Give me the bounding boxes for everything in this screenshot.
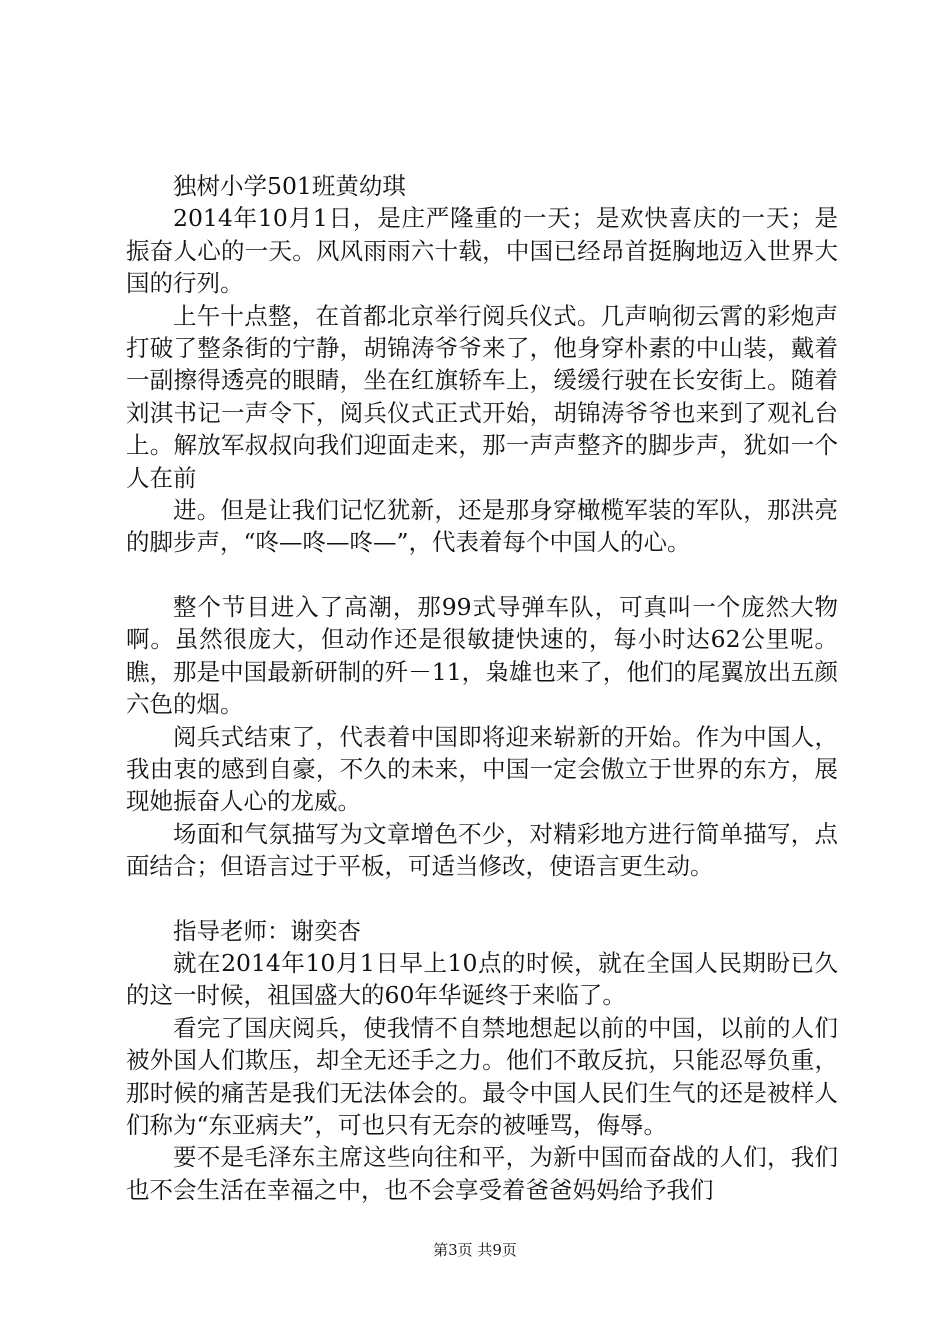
paragraph: 2014年10月1日，是庄严隆重的一天；是欢快喜庆的一天；是振奋人心的一天。风风雨雨六十载，中国已经昂首挺胸地迈入世界大国的行列。: [126, 204, 838, 298]
paragraph: 看完了国庆阅兵，使我情不自禁地想起以前的中国，以前的人们被外国人们欺压，却全无还手之力。他们不敢反抗，只能忍辱负重，那时候的痛苦是我们无法体会的。最令中国人民们生气的还是被样人们称为“东亚病夫”，可也只有无奈的被唾骂，侮辱。: [126, 1013, 838, 1139]
paragraph: 上午十点整，在首都北京举行阅兵仪式。几声响彻云霄的彩炮声打破了整条街的宁静，胡锦涛爷爷来了，他身穿朴素的中山装，戴着一副擦得透亮的眼睛，坐在红旗轿车上，缓缓行驶在长安街上。随着刘淇书记一声令下，阅兵仪式正式开始，胡锦涛爷爷也来到了观礼台上。解放军叔叔向我们迎面走来，那一声声整齐的脚步声，犹如一个人在前: [126, 301, 838, 492]
teacher-line: 指导老师：谢奕杏: [173, 916, 361, 945]
paragraph: 进。但是让我们记忆犹新，还是那身穿橄榄军装的军队，那洪亮的脚步声，“咚—咚—咚—”，代表着每个中国人的心。: [126, 496, 838, 557]
paragraph: 要不是毛泽东主席这些向往和平，为新中国而奋战的人们，我们也不会生活在幸福之中，也不会享受着爸爸妈妈给予我们: [126, 1143, 838, 1204]
teacher-comment: 场面和气氛描写为文章增色不少，对精彩地方进行简单描写，点面结合；但语言过于平板，可适当修改，使语言更生动。: [126, 819, 838, 881]
section-spacer: [126, 883, 838, 915]
document-body: [126, 170, 838, 1206]
paragraph: 阅兵式结束了，代表着中国即将迎来崭新的开始。作为中国人，我由衷的感到自豪，不久的未来，中国一定会傲立于世界的东方，展现她振奋人心的龙威。: [126, 722, 838, 816]
paragraph: 整个节目进入了高潮，那99式导弹车队，可真叫一个庞然大物啊。虽然很庞大，但动作还是很敏捷快速的，每小时达62公里呢。瞧，那是中国最新研制的歼－11，枭雄也来了，他们的尾翼放出五颜六色的烟。: [126, 592, 838, 719]
author-line: 独树小学501班黄幼琪: [173, 172, 406, 200]
page-number: 第3页 共9页: [433, 1241, 517, 1259]
section-spacer: [126, 559, 838, 591]
paragraph: 就在2014年10月1日早上10点的时候，就在全国人民期盼已久的这一时候，祖国盛大的60年华诞终于来临了。: [126, 948, 838, 1010]
